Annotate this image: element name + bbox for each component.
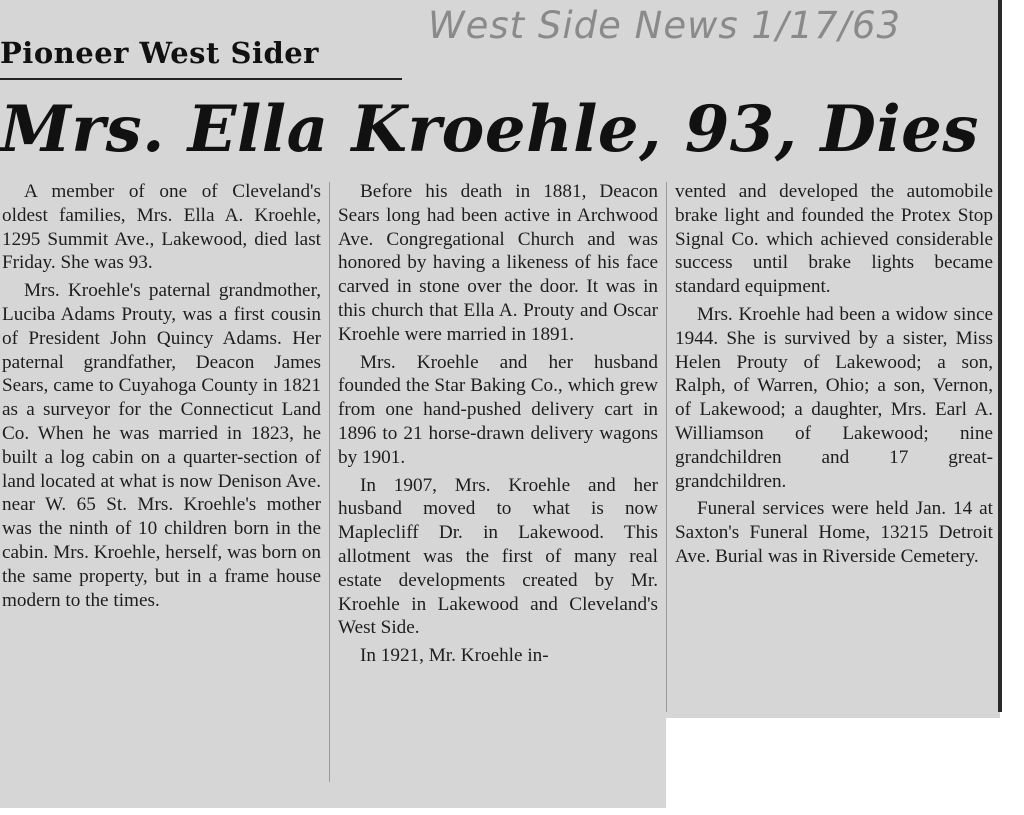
paragraph: Mrs. Kroehle and her husband founded the Star Baking Co., which grew from one hand-pushed delivery cart in 1896 to 21 horse-drawn delivery wagons by 1901.	[338, 351, 658, 468]
paper-background-lower	[0, 718, 666, 808]
paragraph: Before his death in 1881, Deacon Sears long had been active in Archwood Ave. Congregational Church and was honored by having a likeness of his face carved in stone over the door. It was in this church that Ella A. Prouty and Oscar Kroehle were married in 1891.	[338, 181, 658, 345]
headline: Mrs. Ella Kroehle, 93, Dies	[0, 92, 979, 167]
paragraph: A member of one of Cleveland's oldest families, Mrs. Ella A. Kroehle, 1295 Summit Ave., Lakewood, died last Friday. She was 93.	[2, 181, 321, 274]
paragraph: Mrs. Kroehle's paternal grandmother, Luciba Adams Prouty, was a first cousin of President John Quincy Adams. Her paternal grandfather, Deacon James Sears, came to Cuyahoga County in 1821 as a surveyor for the Connecticut Land Co. When he was married in 1823, he built a log cabin on a quarter-section of land located at what is now Denison Ave. near W. 65 St. Mrs. Kroehle's mother was the ninth of 10 children born in the cabin. Mrs. Kroehle, herself, was born on the same property, but in a frame house modern to the times.	[2, 280, 321, 611]
paragraph: In 1907, Mrs. Kroehle and her husband moved to what is now Maplecliff Dr. in Lakewood. This allotment was the first of many real estate developments created by Mr. Kroehle in Lakewood and Cleveland's West Side.	[338, 474, 658, 639]
article-column-3	[675, 180, 993, 573]
article-column-1	[2, 180, 321, 616]
kicker-heading: Pioneer West Sider	[0, 36, 319, 70]
paragraph: Funeral services were held Jan. 14 at Saxton's Funeral Home, 13215 Detroit Ave. Burial was in Riverside Cemetery.	[675, 498, 993, 567]
paragraph: vented and developed the automobile brake light and founded the Protex Stop Signal Co. which achieved considerable success until brake lights became standard equipment.	[675, 181, 993, 298]
column-divider	[329, 182, 330, 782]
article-column-2	[338, 180, 658, 672]
paragraph: Mrs. Kroehle had been a widow since 1944. She is survived by a sister, Miss Helen Prouty of Lakewood; a son, Ralph, of Warren, Ohio; a son, Vernon, of Lakewood; a daughter, Mrs. Earl A. Williamson of Lakewood; nine grandchildren and 17 great-grandchildren.	[675, 303, 993, 492]
kicker-underline	[0, 78, 402, 80]
paragraph: In 1921, Mr. Kroehle in-	[360, 645, 549, 667]
handwritten-annotation: West Side News 1/17/63	[428, 4, 902, 47]
column-divider	[666, 182, 667, 712]
